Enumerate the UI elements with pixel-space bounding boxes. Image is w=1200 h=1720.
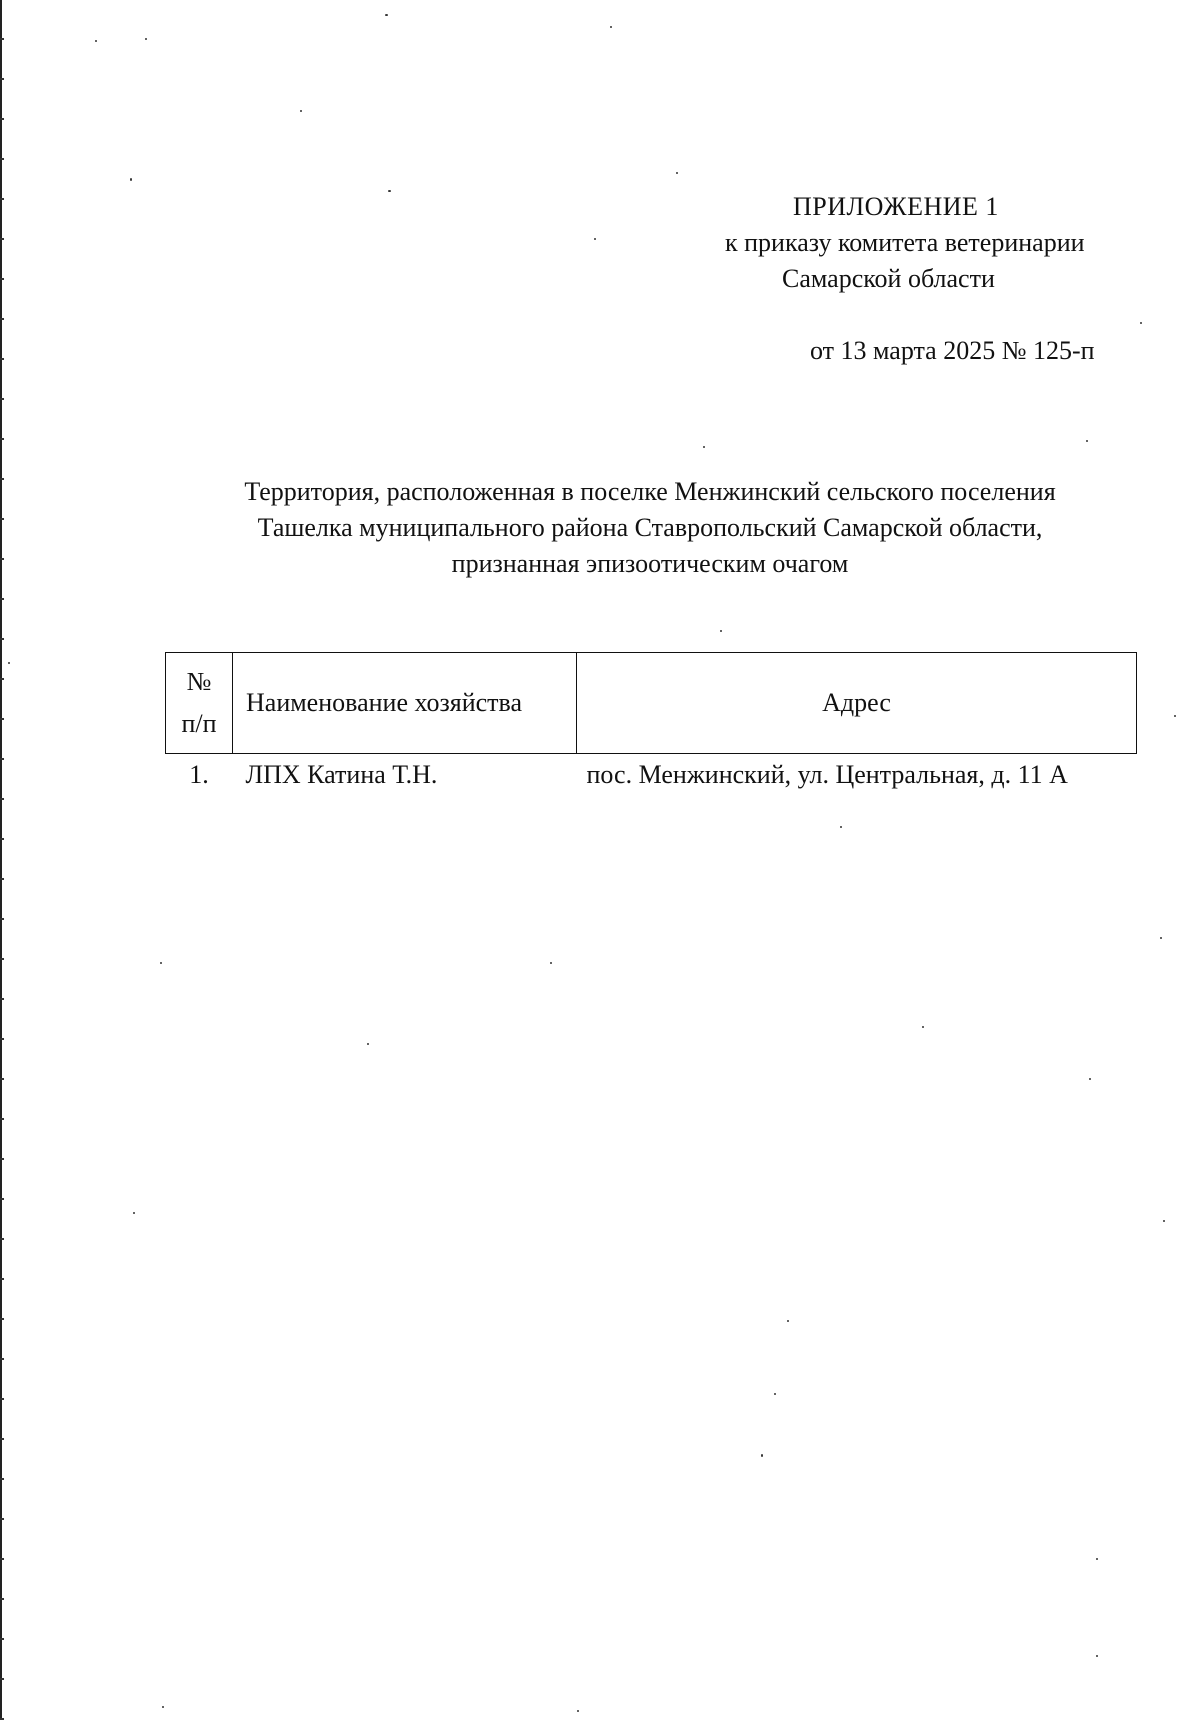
scan-speck xyxy=(1160,937,1162,939)
table-row xyxy=(166,754,1137,797)
appendix-title: ПРИЛОЖЕНИЕ 1 xyxy=(793,192,999,221)
header-household-name: Наименование хозяйства xyxy=(233,653,577,754)
scan-speck xyxy=(1086,440,1088,442)
document-title xyxy=(130,474,1170,582)
scan-speck xyxy=(840,826,842,828)
scan-speck xyxy=(300,110,302,112)
scan-speck xyxy=(160,962,162,964)
row-address: пос. Менжинский, ул. Центральная, д. 11 А xyxy=(586,760,1068,789)
header-number-pp: п/п xyxy=(181,709,217,738)
table-header-row xyxy=(166,653,1137,754)
scan-speck xyxy=(133,1212,135,1214)
header-number xyxy=(166,653,233,754)
appendix-to-order: к приказу комитета ветеринарии xyxy=(725,228,1085,257)
scan-speck xyxy=(703,446,705,448)
document-title-line-3: признанная эпизоотическим очагом xyxy=(451,549,849,578)
scan-speck xyxy=(95,40,97,42)
scan-speck xyxy=(787,1320,789,1322)
scan-speck xyxy=(130,178,132,181)
scan-speck xyxy=(720,630,722,632)
scan-speck xyxy=(1174,715,1176,717)
scan-speck xyxy=(577,1710,579,1712)
scan-speck xyxy=(1096,1655,1098,1657)
row-household-name: ЛПХ Катина Т.Н. xyxy=(245,760,438,789)
scan-speck xyxy=(676,172,678,174)
scan-speck xyxy=(145,38,147,40)
document-title-line-1: Территория, расположенная в поселке Менжинский сельского поселения xyxy=(244,477,1056,506)
scan-speck xyxy=(1096,1558,1098,1560)
appendix-date-number: от 13 марта 2025 № 125-п xyxy=(810,336,1095,365)
scan-speck xyxy=(1140,322,1142,324)
scan-speck xyxy=(761,1454,763,1457)
document-title-line-2: Ташелка муниципального района Ставропольский Самарской области, xyxy=(257,513,1043,542)
scan-speck xyxy=(162,1706,164,1708)
appendix-region: Самарской области xyxy=(782,264,995,293)
scan-speck xyxy=(1163,1220,1165,1222)
scan-left-edge-marks xyxy=(0,0,4,1720)
scan-speck xyxy=(594,238,596,240)
header-address: Адрес xyxy=(577,653,1137,754)
households-table xyxy=(165,652,1137,796)
scan-speck xyxy=(610,26,612,28)
scan-speck xyxy=(550,962,552,964)
scan-speck xyxy=(774,1393,776,1395)
scan-speck xyxy=(385,14,388,16)
scan-speck xyxy=(388,190,391,192)
scan-speck xyxy=(1089,1078,1091,1080)
scan-speck xyxy=(367,1043,369,1045)
header-number-sign: № xyxy=(186,667,212,696)
row-number: 1. xyxy=(189,760,209,789)
scan-speck xyxy=(8,662,10,664)
scan-speck xyxy=(922,1026,924,1028)
